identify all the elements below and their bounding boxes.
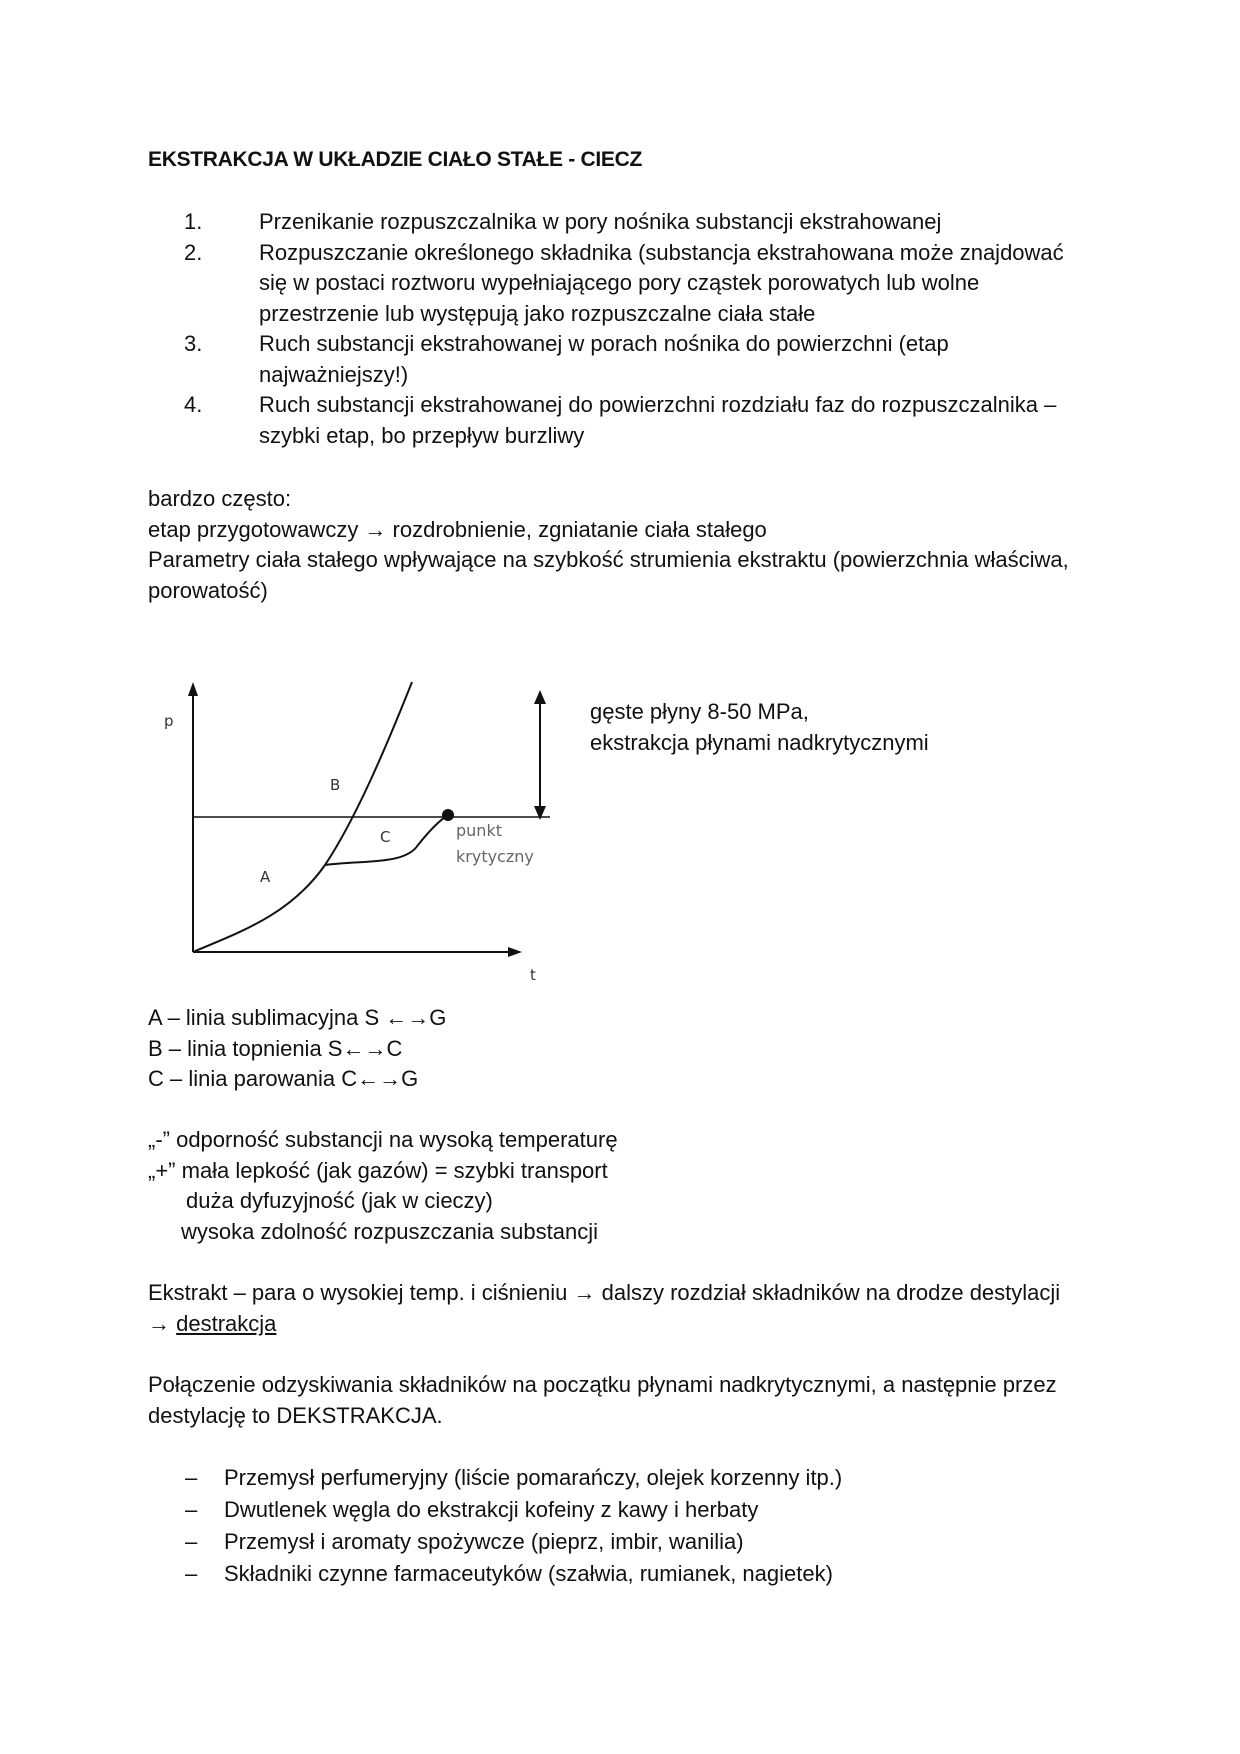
list-item	[148, 390, 1088, 451]
application-text: Przemysł i aromaty spożywcze (pieprz, imbir, wanilia)	[224, 1529, 744, 1554]
critical-point-marker	[442, 809, 454, 821]
arrow-down-icon	[534, 806, 546, 820]
dash-bullet: –	[185, 1497, 198, 1522]
list-item	[148, 329, 1088, 390]
phase-diagram	[150, 670, 590, 990]
applications-list	[148, 1462, 1088, 1590]
intro-line: Parametry ciała stałego wpływające na szybkość strumienia ekstraktu (powierzchnia właściwa, porowatość)	[148, 547, 1069, 603]
diagram-note	[590, 697, 929, 758]
application-text: Składniki czynne farmaceutyków (szałwia, rumianek, nagietek)	[224, 1561, 833, 1586]
y-axis-arrow-icon	[188, 682, 198, 696]
axis-label-p: p	[164, 712, 174, 730]
property-line: „+” mała lepkość (jak gazów) = szybki transport	[148, 1157, 608, 1183]
extract-text: Ekstrakt – para o wysokiej temp. i ciśnieniu → dalszy rozdział składników na drodze destylacji →	[148, 1280, 1061, 1336]
dash-bullet: –	[185, 1465, 198, 1490]
legend-line: A – linia sublimacyjna S ←→G	[148, 1005, 447, 1030]
critical-point-label: punkt	[456, 821, 502, 840]
list-item	[148, 1526, 1088, 1558]
property-line: duża dyfuzyjność (jak w cieczy)	[186, 1188, 493, 1213]
arrow-up-icon	[534, 690, 546, 704]
intro-line: etap przygotowawczy → rozdrobnienie, zgniatanie ciała stałego	[148, 516, 767, 542]
axis-label-t: t	[530, 966, 536, 984]
region-label-b: B	[330, 776, 341, 794]
application-text: Dwutlenek węgla do ekstrakcji kofeiny z kawy i herbaty	[224, 1497, 759, 1522]
note-line: ekstrakcja płynami nadkrytycznymi	[590, 729, 929, 755]
extract-paragraph	[148, 1278, 1088, 1339]
combination-text: Połączenie odzyskiwania składników na początku płynami nadkrytycznymi, a następnie przez destylację to DEKSTRAKCJA.	[148, 1372, 1057, 1428]
list-text: Ruch substancji ekstrahowanej do powierzchni rozdziału faz do rozpuszczalnika – szybki etap, bo przepływ burzliwy	[259, 392, 1057, 448]
list-text: Ruch substancji ekstrahowanej w porach nośnika do powierzchni (etap najważniejszy!)	[259, 331, 949, 387]
list-item	[148, 1558, 1088, 1590]
legend-line: B – linia topnienia S←→C	[148, 1035, 403, 1061]
property-line: wysoka zdolność rozpuszczania substancji	[181, 1218, 598, 1244]
dash-bullet: –	[185, 1529, 198, 1554]
steps-list	[148, 207, 1088, 451]
legend-line: C – linia parowania C←→G	[148, 1066, 419, 1091]
combination-paragraph	[148, 1370, 1088, 1431]
extract-underlined-term: destrakcja	[176, 1310, 277, 1336]
list-item	[148, 238, 1088, 330]
list-number: 4.	[184, 392, 203, 417]
list-number: 2.	[184, 239, 203, 265]
sublimation-curve	[193, 865, 325, 952]
list-text: Przenikanie rozpuszczalnika w pory nośnika substancji ekstrahowanej	[259, 209, 942, 234]
intro-line: bardzo często:	[148, 486, 292, 511]
note-line: gęste płyny 8-50 MPa,	[590, 699, 809, 724]
properties-paragraph	[148, 1125, 1088, 1247]
list-text: Rozpuszczanie określonego składnika (substancja ekstrahowana może znajdować się w postaci roztworu wypełniającego pory cząstek porowatych lub wolne przestrzenie lub występują jako rozpuszczalne ciała stałe	[259, 239, 1064, 326]
region-label-a: A	[260, 868, 271, 886]
region-label-c: C	[380, 828, 391, 846]
list-item	[148, 1462, 1088, 1494]
application-text: Przemysł perfumeryjny (liście pomarańczy, olejek korzenny itp.)	[224, 1465, 843, 1490]
property-line: „-” odporność substancji na wysoką temperaturę	[148, 1127, 618, 1152]
dash-bullet: –	[185, 1561, 198, 1586]
x-axis-arrow-icon	[508, 947, 522, 957]
list-number: 1.	[184, 209, 203, 234]
phase-legend	[148, 1003, 1088, 1095]
list-item	[148, 1494, 1088, 1526]
list-item	[148, 207, 1088, 238]
critical-point-label: krytyczny	[456, 847, 534, 866]
page-title: EKSTRAKCJA W UKŁADZIE CIAŁO STAŁE - CIECZ	[148, 148, 643, 171]
extract-line	[148, 1278, 1088, 1339]
intro-paragraph	[148, 484, 1088, 606]
list-number: 3.	[184, 331, 203, 356]
melting-curve	[325, 682, 412, 865]
